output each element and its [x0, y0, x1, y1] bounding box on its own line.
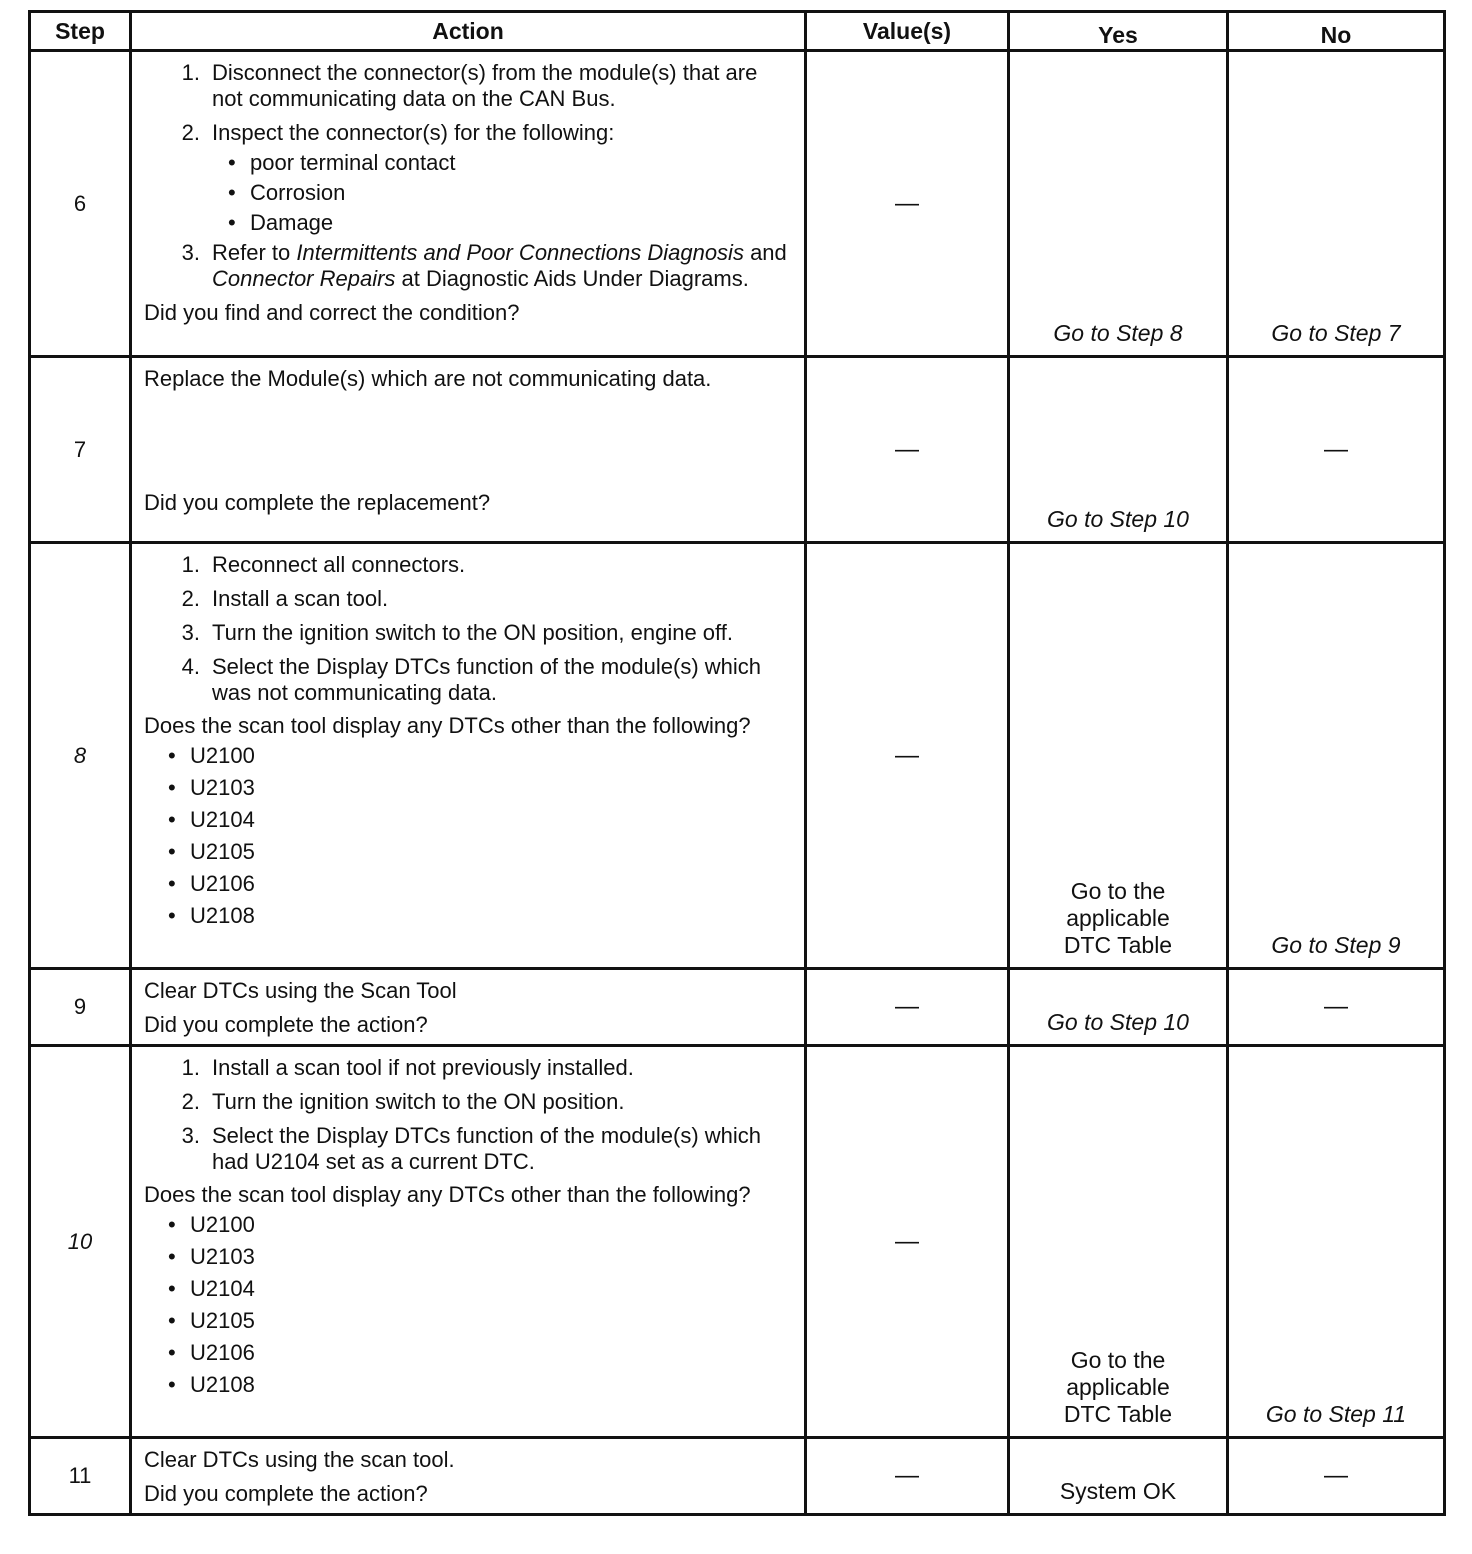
value-cell: —	[806, 51, 1009, 357]
question-text: Did you complete the replacement?	[144, 490, 491, 515]
list-item: 2. Install a scan tool.	[181, 586, 389, 611]
step-number: 6	[30, 51, 131, 357]
no-cell: —	[1228, 357, 1445, 543]
question-text: Did you complete the action?	[144, 1481, 428, 1506]
table-row	[30, 969, 1445, 1046]
yes-outcome: Go to Step 8	[1053, 320, 1183, 346]
dtc-item: • U2103	[168, 775, 255, 800]
question-text: Does the scan tool display any DTCs other than the following?	[144, 1182, 751, 1207]
yes-cell	[1009, 357, 1228, 543]
header-row	[30, 12, 1445, 51]
value-cell: —	[806, 1046, 1009, 1438]
action-cell	[131, 1438, 806, 1515]
action-cell	[131, 543, 806, 969]
yes-outcome: Go to Step 10	[1047, 506, 1189, 532]
list-item: 3. Turn the ignition switch to the ON position, engine off.	[181, 620, 733, 645]
no-outcome: Go to Step 9	[1271, 932, 1401, 958]
header-no: No	[1228, 12, 1445, 51]
diagnostic-table	[28, 10, 1446, 1516]
action-text: Clear DTCs using the Scan Tool	[144, 978, 457, 1003]
list-item: 2. Turn the ignition switch to the ON position.	[181, 1089, 625, 1114]
table-row	[30, 543, 1445, 969]
list-item: 3. Refer to Intermittents and Poor Connections Diagnosis and Connector Repairs at Diagnostic Aids Under Diagrams.	[181, 240, 787, 291]
dtc-item: • U2100	[168, 1212, 255, 1237]
action-text: Replace the Module(s) which are not communicating data.	[144, 366, 712, 391]
dtc-item: • U2105	[168, 1308, 255, 1333]
bullet-item: • poor terminal contact	[228, 150, 456, 175]
list-item: 4. Select the Display DTCs function of the module(s) which was not communicating data.	[181, 654, 762, 705]
step-number: 9	[30, 969, 131, 1046]
list-item: 1. Disconnect the connector(s) from the module(s) that are not communicating data on the CAN Bus.	[181, 60, 758, 111]
question-text: Did you find and correct the condition?	[144, 300, 520, 325]
header-values: Value(s)	[806, 12, 1009, 51]
action-cell	[131, 357, 806, 543]
yes-cell	[1009, 543, 1228, 969]
list-item: 1. Install a scan tool if not previously installed.	[181, 1055, 634, 1080]
value-cell: —	[806, 969, 1009, 1046]
yes-outcome: Go to the applicable DTC Table	[1063, 878, 1173, 958]
dtc-item: • U2108	[168, 1372, 255, 1397]
table-row	[30, 357, 1445, 543]
yes-outcome: Go to Step 10	[1047, 1009, 1189, 1035]
value-cell: —	[806, 1438, 1009, 1515]
dtc-item: • U2103	[168, 1244, 255, 1269]
header-action: Action	[131, 12, 806, 51]
question-text: Did you complete the action?	[144, 1012, 428, 1037]
dtc-item: • U2104	[168, 807, 255, 832]
yes-outcome: System OK	[1059, 1478, 1177, 1504]
step-number: 11	[30, 1438, 131, 1515]
list-item: 1. Reconnect all connectors.	[181, 552, 466, 577]
no-cell	[1228, 543, 1445, 969]
table-row	[30, 1438, 1445, 1515]
list-item: 3. Select the Display DTCs function of the module(s) which had U2104 set as a current DTC.	[181, 1123, 762, 1174]
no-cell	[1228, 1046, 1445, 1438]
no-outcome: Go to Step 11	[1265, 1401, 1407, 1427]
action-text: Clear DTCs using the scan tool.	[144, 1447, 455, 1472]
yes-cell	[1009, 1438, 1228, 1515]
no-cell: —	[1228, 1438, 1445, 1515]
question-text: Does the scan tool display any DTCs other than the following?	[144, 713, 751, 738]
header-step: Step	[30, 12, 131, 51]
step-number: 7	[30, 357, 131, 543]
table-row	[30, 1046, 1445, 1438]
dtc-item: • U2100	[168, 743, 255, 768]
yes-outcome: Go to the applicable DTC Table	[1063, 1347, 1173, 1427]
bullet-item: • Damage	[228, 210, 334, 235]
yes-cell	[1009, 969, 1228, 1046]
action-cell	[131, 969, 806, 1046]
dtc-item: • U2104	[168, 1276, 255, 1301]
dtc-item: • U2106	[168, 871, 255, 896]
yes-cell	[1009, 51, 1228, 357]
no-cell	[1228, 51, 1445, 357]
value-cell: —	[806, 357, 1009, 543]
dtc-item: • U2105	[168, 839, 255, 864]
no-cell: —	[1228, 969, 1445, 1046]
list-item: 2. Inspect the connector(s) for the following:	[181, 120, 615, 145]
yes-cell	[1009, 1046, 1228, 1438]
dtc-item: • U2106	[168, 1340, 255, 1365]
header-yes: Yes	[1009, 12, 1228, 51]
action-cell	[131, 51, 806, 357]
step-number: 8	[30, 543, 131, 969]
dtc-item: • U2108	[168, 903, 255, 928]
table-row	[30, 51, 1445, 357]
value-cell: —	[806, 543, 1009, 969]
action-cell	[131, 1046, 806, 1438]
no-outcome: Go to Step 7	[1271, 320, 1401, 346]
bullet-item: • Corrosion	[228, 180, 346, 205]
step-number: 10	[30, 1046, 131, 1438]
